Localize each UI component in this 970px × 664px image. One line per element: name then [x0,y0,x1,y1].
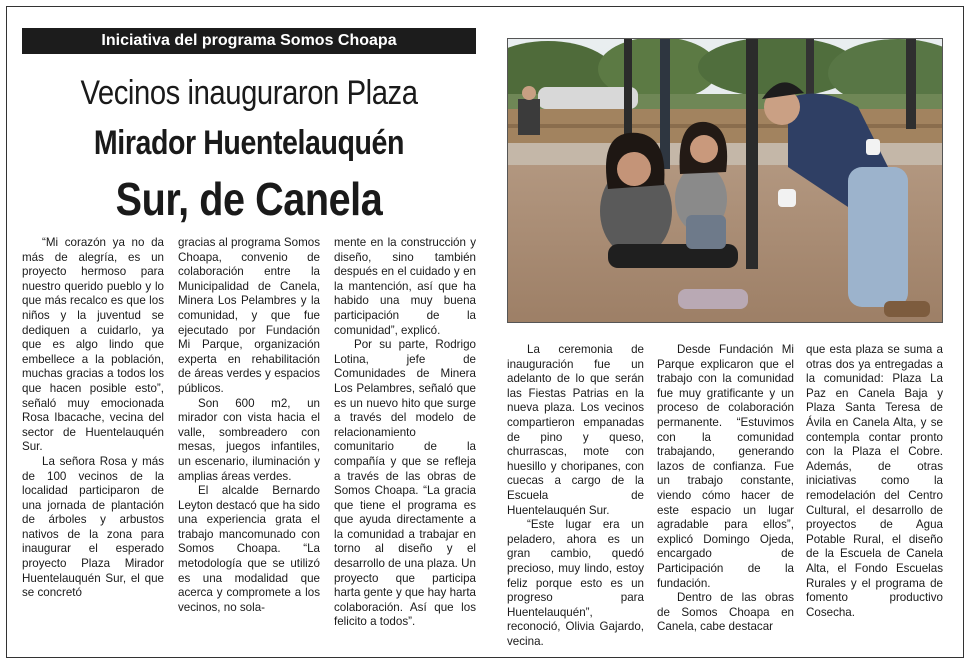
col1-paragraph-1: “Mi corazón ya no da más de alegría, es un proyecto hermoso para nuestro querido pueblo y lo que más recalco es que los niños y la juventud se dediquen a cuidarlo, ya que es algo lindo que embellece a la población, muchas gracias a todos los que hacen posible esto”, señaló muy emocionada Rosa Ibacache, vecina del sector de Huentelauquén Sur. [22,236,164,454]
col4-paragraph-1: La ceremonia de inauguración fue un adelanto de lo que serán las Fiestas Patrias en la nueva plaza. Los vecinos compartieron empanadas de pino y queso, churrascas, mote con huesillo y choripanes, con cuecas a cargo de la Escuela de Huentelauquén Sur. [507,343,644,517]
col5-paragraph-1: Desde Fundación Mi Parque explicaron que el trabajo con la comunidad fue muy gratificante y un proceso de colaboración permanente. “Estuvimos con la comunidad trabajando, generando lazos de confianza. Fue un trabajo constante, viendo cómo hacer de este espacio un lugar agradable para ellos”, explicó Domingo Ojeda, encargado de Participación de la fundación. [657,343,794,590]
article-photo [507,38,943,323]
col1-paragraph-2: La señora Rosa y más de 100 vecinos de la localidad participaron de una jornada de plantación de árboles y arbustos nativos de la zona para inaugurar el esperado proyecto Plaza Mirador Huentelauquén Sur, el que se concretó [22,454,164,600]
article-column-2 [178,236,320,615]
col4-paragraph-2: “Este lugar era un peladero, ahora es un gran cambio, quedó precioso, muy lindo, estoy feliz porque esto es un progreso para Huentelauquén”, reconoció, Olivia Gajardo, vecina. [507,518,644,648]
headline-line-3: Sur, de Canela [115,173,383,225]
col6-paragraph-1: que esta plaza se suma a otras dos ya entregadas a la comunidad: Plaza La Paz en Canela Baja y Plaza Santa Teresa de Ávila en Canela Alta, y se contempla contar pronto con la Plaza el Cobre. Además, de otras iniciativas como la remodelación del Centro Cultural, el desarrollo de proyectos de Agua Potable Rural, el diseño de la Escuela de Canela Alta, el Fondo Escuelas Rurales y el programa de fomento productivo Cosecha. [806,343,943,619]
headline-line-2: Mirador Huentelauquén [93,124,405,162]
article-column-6 [806,343,943,620]
article-column-5 [657,343,794,635]
col5-paragraph-2: Dentro de las obras de Somos Choapa en Canela, cabe destacar [657,591,794,634]
col3-paragraph-2: Por su parte, Rodrigo Lotina, jefe de Comunidades de Minera Los Pelambres, señaló que es un nuevo hito que surge a través del modelo de relacionamiento comunitario de la compañía y que se refleja a través de las obras de Somos Choapa. “La gracia que tiene el programa es que ayuda directamente a la comunidad a trabajar en torno al diseño y el desarrollo de una plaza. Un proyecto que participa harta gente y que hay harta colaboración. Así que los felicito a todos”. [334,338,476,629]
photo-illustration [508,39,943,323]
col3-paragraph-1: mente en la construcción y diseño, sino también después en el cuidado y en la mantención, así que ha habido una muy buena participación de la comunidad”, explicó. [334,236,476,337]
article-column-4 [507,343,644,649]
col2-paragraph-1: gracias al programa Somos Choapa, convenio de colaboración entre la Municipalidad de Canela, Minera Los Pelambres y la comunidad, y que fue ejecutado por Fundación Mi Parque, organización experta en rehabilitación de áreas verdes y espacios públicos. [178,236,320,395]
section-label: Iniciativa del programa Somos Choapa [22,28,476,54]
article-column-3 [334,236,476,630]
article-column-1 [22,236,164,601]
col2-paragraph-3: El alcalde Bernardo Leyton destacó que ha sido una experiencia grata el trabajo mancomunado con Somos Choapa. “La metodología que se utilizó es una modalidad que acerca y compromete a los vecinos, no sola- [178,484,320,614]
col2-paragraph-2: Son 600 m2, un mirador con vista hacia el valle, sombreadero con mesas, juegos infantiles, un escenario, iluminación y amplias áreas verdes. [178,396,320,483]
headline-line-1: Vecinos inauguraron Plaza [80,74,418,112]
